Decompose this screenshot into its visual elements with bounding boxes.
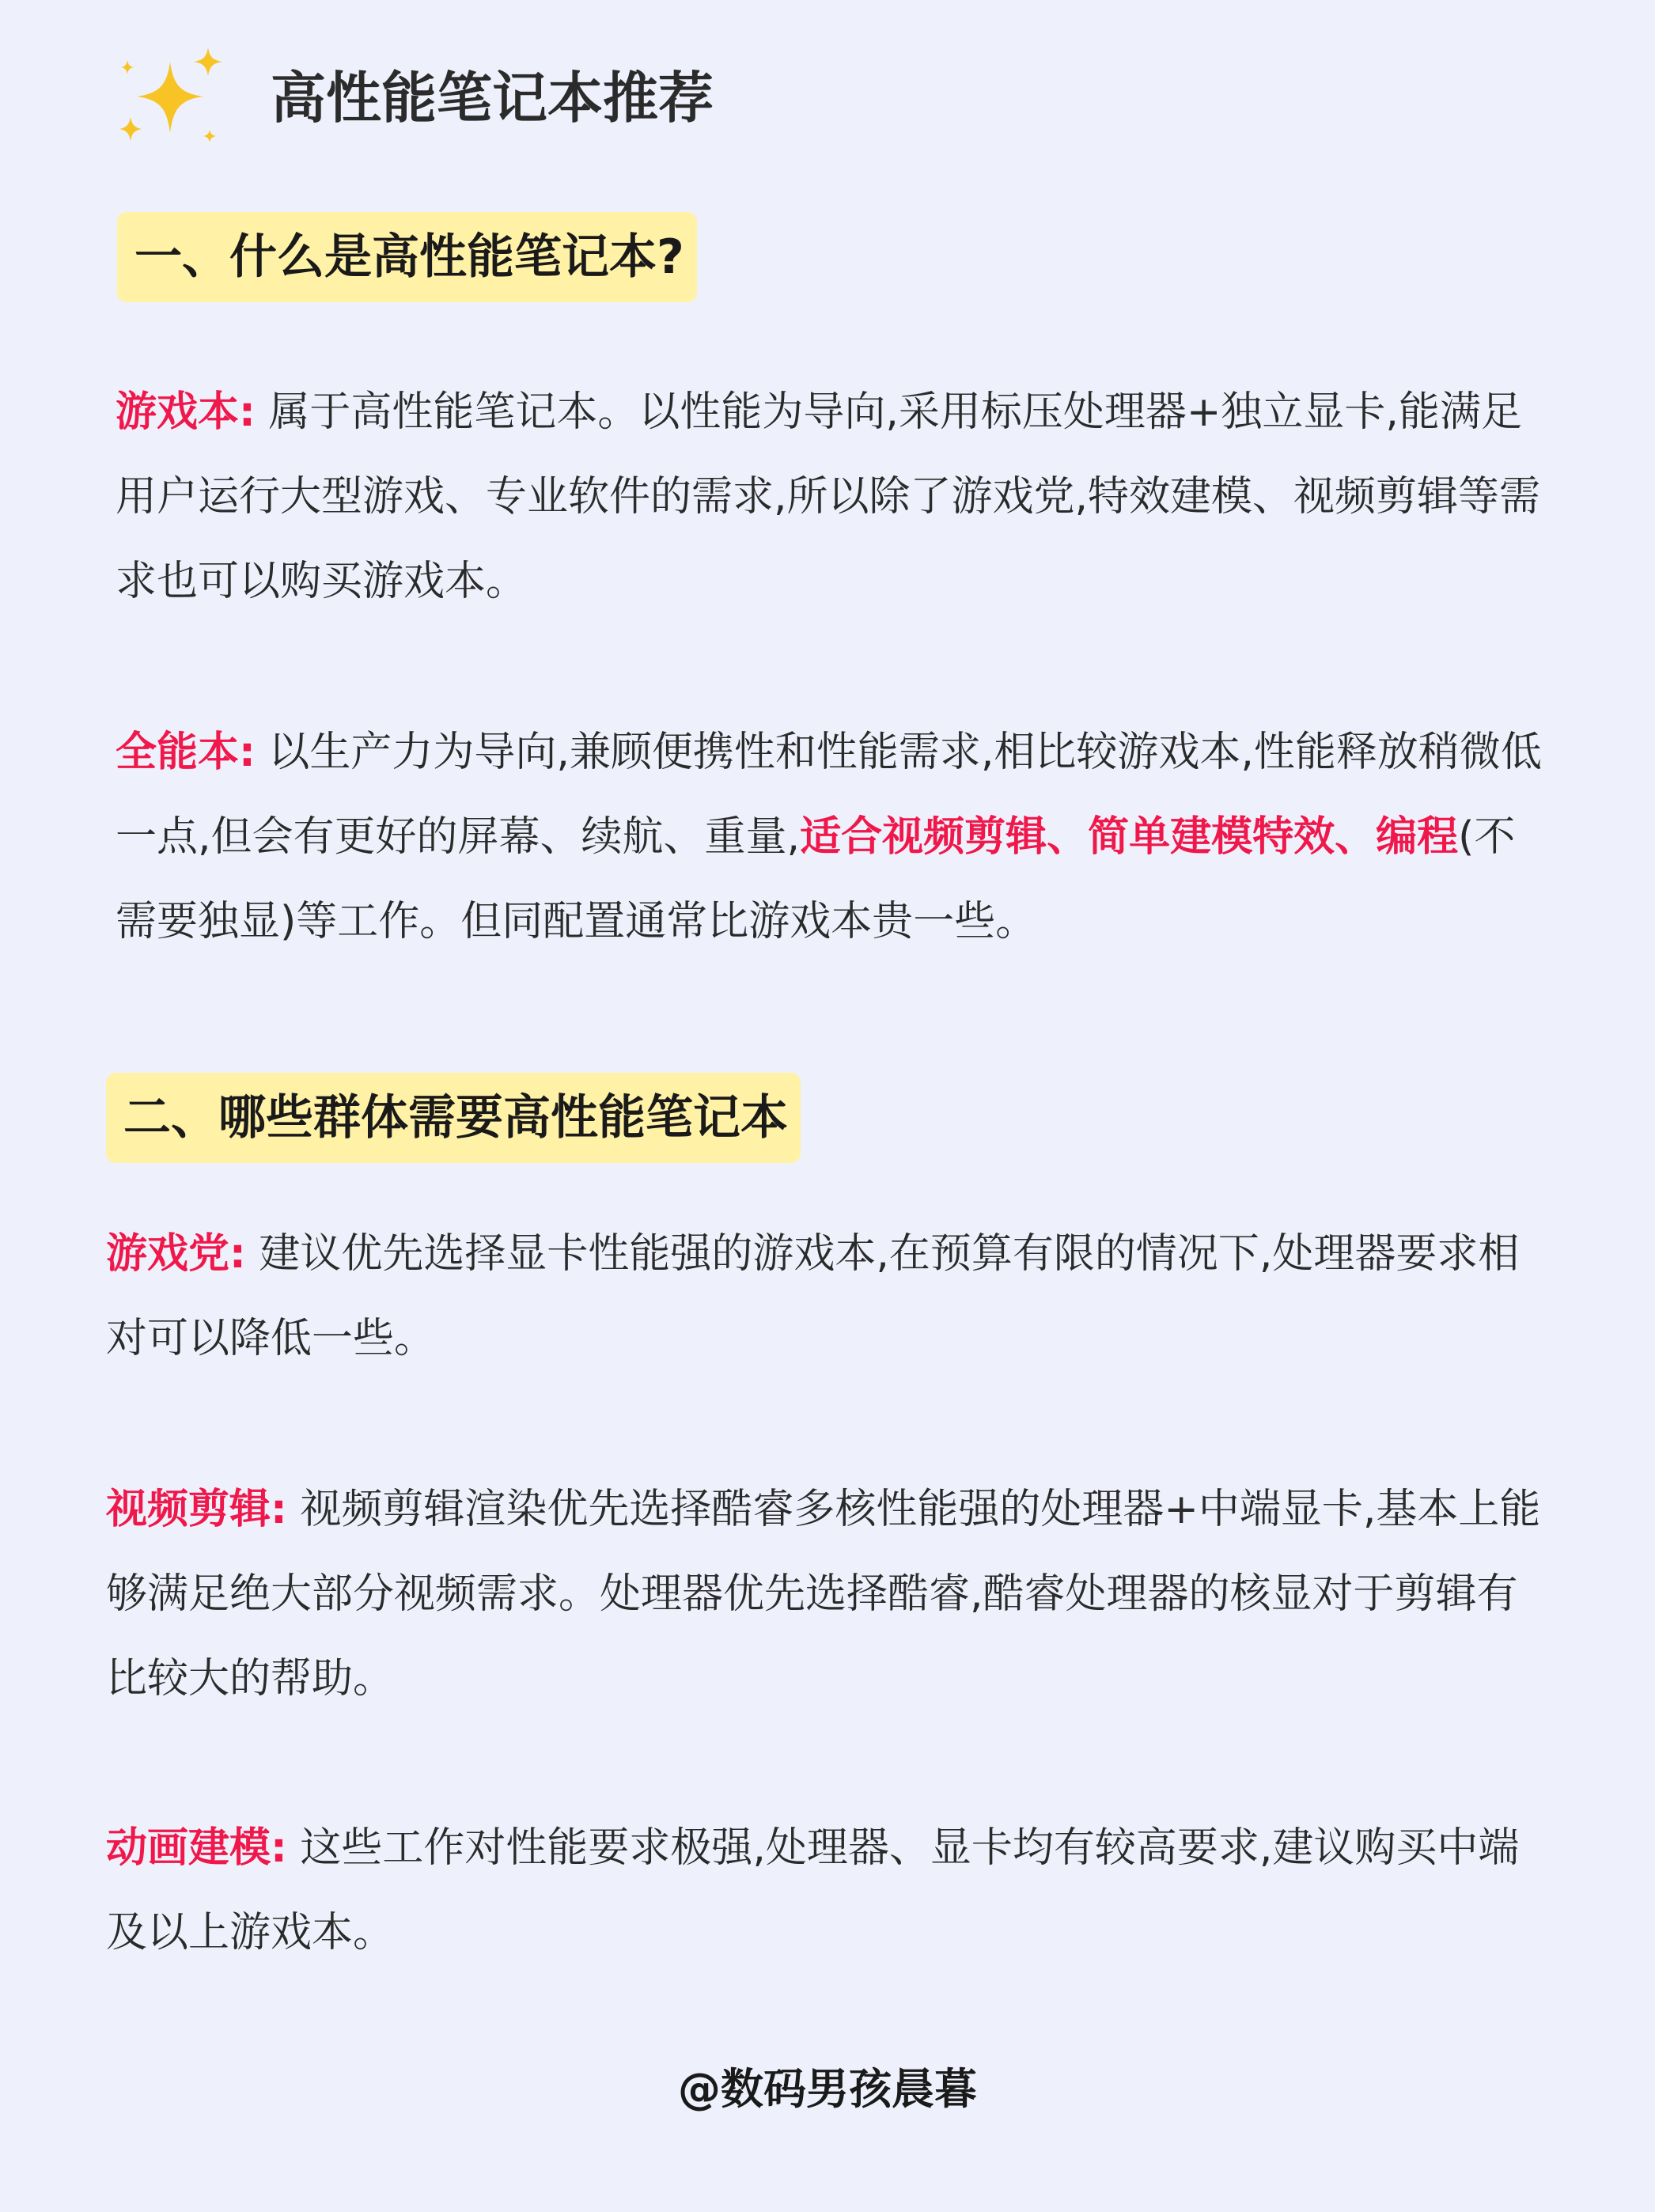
text-allround-laptop-1: 以生产力为导向,兼顾便携性和性能需求,相比较游戏本,性能释放稍微低一点,但会有更好的屏幕、续航、重量, [116, 729, 1542, 861]
paragraph-animation-modeling [106, 1806, 1554, 1975]
paragraph-video-editing [106, 1468, 1554, 1721]
label-gaming-laptop: 游戏本: [116, 388, 256, 436]
author-handle: @数码男孩晨暮 [678, 2064, 977, 2114]
paragraph-gamers [106, 1212, 1554, 1381]
text-animation-modeling: 这些工作对性能要求极强,处理器、显卡均有较高要求,建议购买中端及以上游戏本。 [106, 1824, 1520, 1956]
paragraph-gaming-laptop [116, 370, 1555, 624]
text-video-editing: 视频剪辑渲染优先选择酷睿多核性能强的处理器+中端显卡,基本上能够满足绝大部分视频需求。处理器优先选择酷睿,酷睿处理器的核显对于剪辑有比较大的帮助。 [106, 1486, 1541, 1703]
section-heading-what-is: 一、什么是高性能笔记本? [117, 212, 697, 302]
paragraph-allround-laptop [116, 710, 1555, 964]
text-gamers: 建议优先选择显卡性能强的游戏本,在预算有限的情况下,处理器要求相对可以降低一些。 [106, 1230, 1520, 1362]
sparkles-icon [115, 47, 233, 150]
highlight-suitable-work: 适合视频剪辑、简单建模特效、编程 [800, 813, 1459, 861]
text-allround-laptop-2: (不需要独显)等工作。但同配置通常比游戏本贵一些。 [116, 813, 1516, 945]
label-animation-modeling: 动画建模: [106, 1824, 287, 1872]
label-allround-laptop: 全能本: [116, 729, 256, 776]
section-heading-who-needs: 二、哪些群体需要高性能笔记本 [106, 1073, 801, 1163]
label-video-editing: 视频剪辑: [106, 1486, 287, 1533]
label-gamers: 游戏党: [106, 1230, 246, 1278]
page-title: 高性能笔记本推荐 [271, 66, 714, 131]
text-gaming-laptop: 属于高性能笔记本。以性能为导向,采用标压处理器+独立显卡,能满足用户运行大型游戏、专业软件的需求,所以除了游戏党,特效建模、视频剪辑等需求也可以购买游戏本。 [116, 388, 1541, 605]
